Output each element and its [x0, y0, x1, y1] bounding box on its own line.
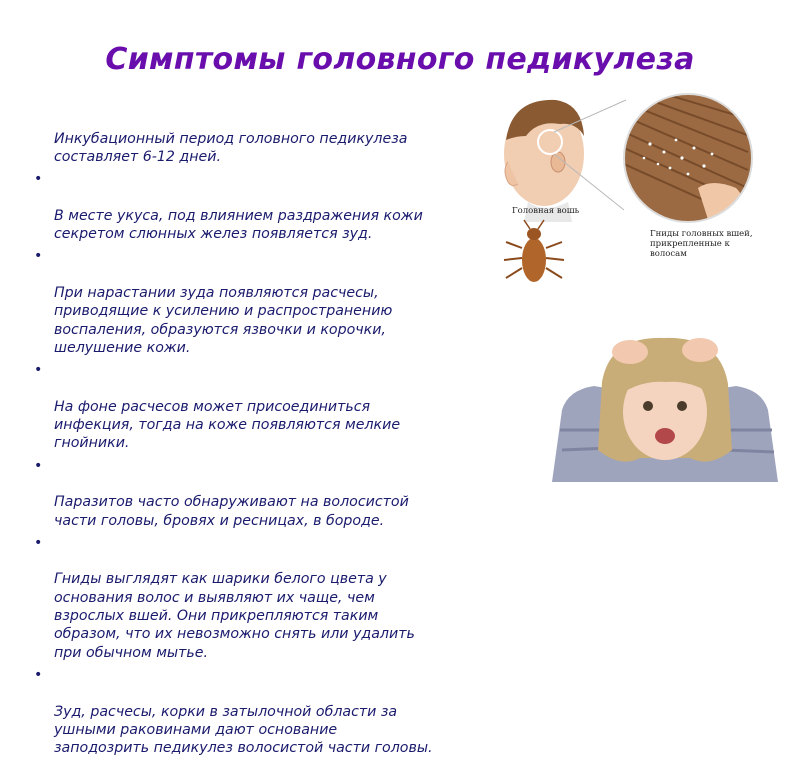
nits-label: Гниды головных вшей, прикрепленные к волосам	[650, 229, 753, 259]
magnified-scalp-image	[618, 92, 758, 232]
body-text	[34, 93, 504, 761]
paragraph-text: На фоне расчесов может присоединиться инфекция, тогда на коже появляются мелкие гнойники.	[54, 398, 401, 452]
paragraph-text: Гниды выглядят как шарики белого цвета у основания волос и выявляют их чаще, чем взрослых вшей. Они прикрепляются таким образом, что их невозможно снять или удалить при обычном мытье.	[54, 571, 415, 661]
lice-illustration	[498, 92, 760, 298]
paragraph-nits	[34, 534, 504, 662]
paragraph-incubation	[34, 93, 504, 166]
paragraph-itch	[34, 170, 504, 243]
bullet-marker: •	[34, 534, 43, 551]
child-scratching-image	[540, 330, 790, 482]
bullet-marker: •	[34, 457, 43, 474]
lice-illustration-drawing	[498, 92, 760, 298]
paragraph-diagnosis	[34, 666, 504, 757]
bullet-marker: •	[34, 248, 43, 265]
louse-image	[504, 220, 564, 282]
paragraph-text: При нарастании зуда появляются расчесы, приводящие к усилению и распространению воспаления, образуются язвочки и корочки, шелушение кожи.	[54, 284, 393, 356]
paragraph-text: Инкубационный период головного педикулеза составляет 6-12 дней.	[54, 130, 408, 165]
paragraph-infection	[34, 361, 504, 452]
bullet-marker: •	[34, 666, 43, 683]
bullet-marker: •	[34, 362, 43, 379]
louse-label: Головная вошь	[512, 206, 580, 216]
slide-title: Симптомы головного педикулеза	[105, 42, 695, 77]
paragraph-scratches	[34, 247, 504, 357]
boy-profile-image	[504, 100, 584, 222]
paragraph-locations	[34, 457, 504, 530]
bullet-marker: •	[34, 171, 43, 188]
child-scratching-drawing	[540, 330, 790, 482]
paragraph-text: Зуд, расчесы, корки в затылочной области за ушными раковинами дают основание заподозрить педикулез волосистой части головы.	[54, 703, 433, 757]
paragraph-text: Паразитов часто обнаруживают на волосистой части головы, бровях и ресницах, в бороде.	[54, 494, 409, 529]
paragraph-text: В месте укуса, под влиянием раздражения кожи секретом слюнных желез появляется зуд.	[54, 207, 423, 243]
